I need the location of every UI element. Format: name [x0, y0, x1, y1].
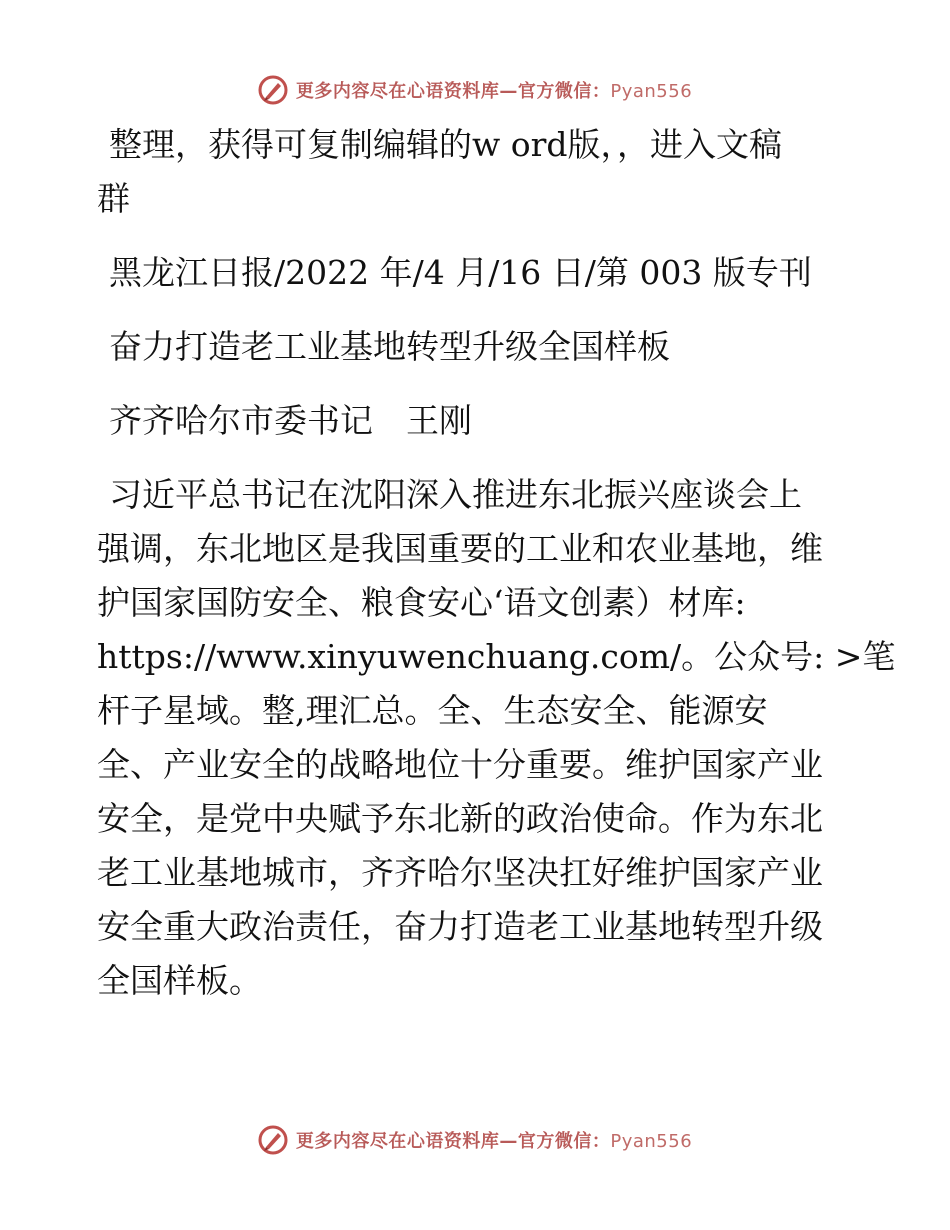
author-line: 齐齐哈尔市委书记 王刚 [109, 401, 472, 440]
headline: 奋力打造老工业基地转型升级全国样板 [109, 327, 670, 366]
watermark-text: 更多内容尽在心语资料库—官方微信：Pyan556 [295, 81, 693, 102]
watermark-text: 更多内容尽在心语资料库—官方微信：Pyan556 [295, 1131, 693, 1152]
text-line: 群 [97, 179, 130, 218]
header-watermark [0, 70, 950, 110]
text-line: 杆子星域。整,理汇总。全、生态安全、能源安 [97, 691, 768, 730]
text-line: 强调，东北地区是我国重要的工业和农业基地，维 [97, 529, 823, 568]
quill-logo-icon [258, 75, 288, 105]
footer-watermark [0, 1120, 950, 1160]
intro-paragraph [97, 118, 857, 226]
text-line: 安全，是党中央赋予东北新的政治使命。作为东北 [97, 799, 823, 838]
text-line: 全国样板。 [97, 961, 262, 1000]
document-body [97, 118, 896, 1028]
quill-logo-icon [258, 1125, 288, 1155]
text-line: https://www.xinyuwenchuang.com/。公众号: >笔 [97, 637, 896, 676]
text-line: 习近平总书记在沈阳深入推进东北振兴座谈会上 [109, 475, 802, 514]
text-line: 全、产业安全的战略地位十分重要。维护国家产业 [97, 745, 823, 784]
source-line: 黑龙江日报/2022 年/4 月/16 日/第 003 版专刊 [109, 253, 812, 292]
text-line: 老工业基地城市，齐齐哈尔坚决扛好维护国家产业 [97, 853, 823, 892]
body-paragraph [97, 468, 896, 1008]
text-line: 安全重大政治责任，奋力打造老工业基地转型升级 [97, 907, 823, 946]
text-line: 整理，获得可复制编辑的w ord版，，进入文稿 [109, 125, 783, 164]
text-line: 护国家国防安全、粮食安心‘语文创素）材库: [97, 583, 746, 622]
